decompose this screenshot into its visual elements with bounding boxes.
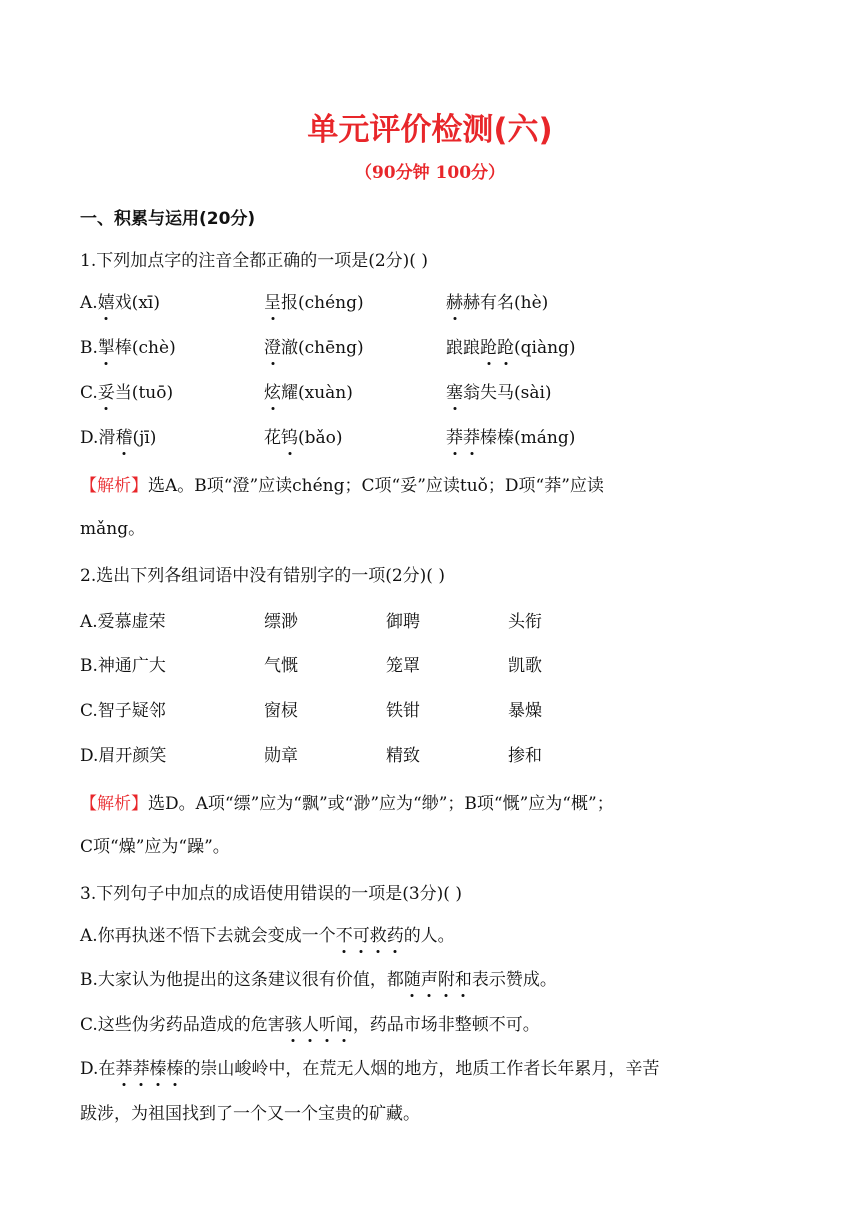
dotted-idiom: [285, 1015, 353, 1035]
option-item: 笼罩: [386, 656, 420, 676]
option-item: D.滑稽(jī): [80, 428, 157, 448]
dotted-char: 闻: [335, 1015, 353, 1035]
option-item: 踉踉跄跄(qiàng): [446, 338, 576, 358]
question-2-stem: 2.选出下列各组词语中没有错别字的一项(2分)( ): [80, 566, 445, 586]
page-title: 单元评价检测(六): [307, 112, 553, 148]
option-text: ，药品市场非整顿不可。: [352, 1015, 540, 1035]
analysis-tag: 【解析】: [80, 476, 148, 496]
option-text: 表示赞成。: [471, 970, 557, 990]
option-item: 塞翁失马(sài): [446, 383, 552, 403]
dotted-char: 药: [386, 926, 404, 946]
question-2-analysis: [80, 786, 780, 865]
option-item: 暴燥: [508, 701, 542, 721]
dotted-char: 随: [403, 970, 421, 990]
question-2-option-c: [80, 699, 800, 723]
question-1-option-a: [80, 291, 800, 315]
option-item: 窗棂: [264, 701, 298, 721]
dotted-idiom: [336, 926, 404, 946]
option-item: 澄澈(chēng): [264, 338, 364, 358]
analysis-text: C项“燥”应为“躁”。: [80, 837, 230, 857]
option-text: C.这些伪劣药品造成的危害: [80, 1015, 285, 1035]
dotted-char: 莽: [132, 1059, 150, 1079]
option-text: D.在: [80, 1059, 116, 1079]
option-item: 缥渺: [264, 612, 298, 632]
analysis-text: 选A。B项“澄”应读chéng；C项“妥”应读tuǒ；D项“莽”应读: [148, 476, 604, 496]
dotted-char: 榛: [149, 1059, 167, 1079]
option-item: 莽莽榛榛(máng): [446, 428, 576, 448]
question-2-option-d: [80, 744, 800, 768]
option-text: A.你再执迷不悟下去就会变成一个: [80, 926, 336, 946]
option-item: 掺和: [508, 746, 542, 766]
dotted-char: 不: [335, 926, 353, 946]
option-item: 精致: [386, 746, 420, 766]
question-3-option-d-continued: 跋涉，为祖国找到了一个又一个宝贵的矿藏。: [80, 1104, 420, 1124]
option-item: 赫赫有名(hè): [446, 293, 549, 313]
question-1-stem: 1.下列加点字的注音全都正确的一项是(2分)( ): [80, 251, 428, 271]
option-item: 呈报(chéng): [264, 293, 364, 313]
dotted-char: 救: [369, 926, 387, 946]
question-1-option-d: [80, 426, 800, 450]
option-item: D.眉开颜笑: [80, 746, 167, 766]
question-2-option-a: [80, 610, 800, 634]
option-text: 的人。: [403, 926, 455, 946]
option-item: 凯歌: [508, 656, 542, 676]
analysis-tag: 【解析】: [80, 794, 148, 814]
question-3-option-c: [80, 1013, 540, 1037]
dotted-char: 榛: [166, 1059, 184, 1079]
dotted-char: 莽: [115, 1059, 133, 1079]
option-item: 气慨: [264, 656, 298, 676]
question-3-stem: 3.下列句子中加点的成语使用错误的一项是(3分)( ): [80, 884, 462, 904]
page-subtitle: （90分钟 100分）: [354, 163, 506, 183]
option-item: 炫耀(xuàn): [264, 383, 353, 403]
option-item: C.智子疑邻: [80, 701, 166, 721]
dotted-idiom: [115, 1059, 183, 1079]
option-item: B.掣棒(chè): [80, 338, 176, 358]
question-3-option-d: [80, 1057, 659, 1081]
option-item: A.嬉戏(xī): [80, 293, 160, 313]
dotted-char: 附: [437, 970, 455, 990]
option-item: 御聘: [386, 612, 420, 632]
dotted-char: 声: [420, 970, 438, 990]
option-item: 头衔: [508, 612, 542, 632]
dotted-char: 和: [454, 970, 472, 990]
option-item: B.神通广大: [80, 656, 166, 676]
option-item: A.爱慕虚荣: [80, 612, 166, 632]
dotted-idiom: [404, 970, 472, 990]
analysis-text: 选D。A项“缥”应为“飘”或“渺”应为“缈”；B项“慨”应为“概”；: [148, 794, 614, 814]
option-item: 铁钳: [386, 701, 420, 721]
option-item: 花钨(bǎo): [264, 428, 343, 448]
question-1-option-c: [80, 381, 800, 405]
dotted-char: 人: [301, 1015, 319, 1035]
question-3-option-b: [80, 968, 557, 992]
option-text: 的崇山峻岭中，在荒无人烟的地方，地质工作者长年累月，辛苦: [183, 1059, 660, 1079]
question-2-option-b: [80, 654, 800, 678]
option-item: C.妥当(tuō): [80, 383, 174, 403]
dotted-char: 听: [318, 1015, 336, 1035]
option-item: 勋章: [264, 746, 298, 766]
question-3-option-a: [80, 924, 455, 948]
dotted-char: 骇: [284, 1015, 302, 1035]
section-heading: 一、积累与运用(20分): [80, 209, 256, 229]
analysis-text: mǎng。: [80, 519, 146, 539]
dotted-char: 可: [352, 926, 370, 946]
question-1-option-b: [80, 336, 800, 360]
question-1-analysis: [80, 468, 780, 547]
option-text: B.大家认为他提出的这条建议很有价值，都: [80, 970, 404, 990]
